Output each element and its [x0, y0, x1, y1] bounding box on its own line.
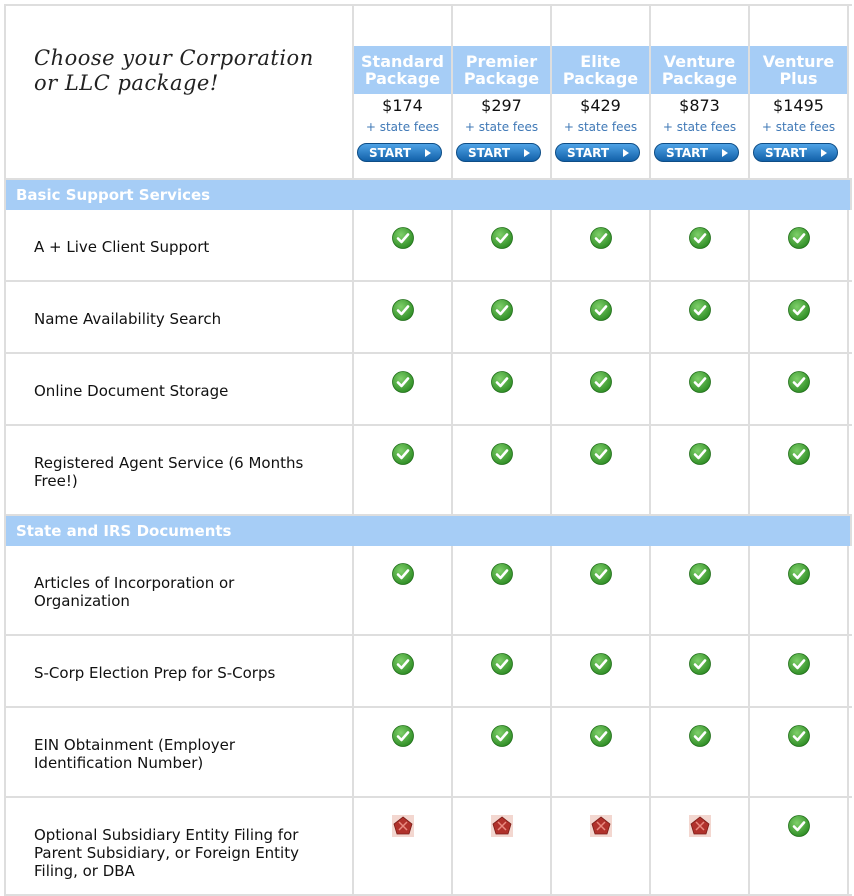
- play-arrow-icon: [425, 149, 431, 157]
- check-icon: [392, 227, 414, 249]
- plan-price: $174: [382, 96, 423, 115]
- feature-label: Name Availability Search: [34, 310, 222, 328]
- feature-availability-cell: [453, 546, 552, 634]
- plan-column-elite: [552, 6, 651, 178]
- feature-availability-cell: [651, 708, 750, 796]
- tagline-line-2: or LLC package!: [34, 71, 219, 95]
- feature-label-cell: [4, 426, 354, 514]
- plan-column-venture-plus: [750, 6, 849, 178]
- check-icon: [590, 725, 612, 747]
- feature-availability-cell: [453, 354, 552, 424]
- tagline-cell: [4, 6, 354, 178]
- cross-icon: [491, 815, 513, 837]
- feature-label: Articles of Incorporation or Organization: [34, 574, 235, 610]
- feature-availability-cell: [453, 798, 552, 894]
- check-icon: [689, 299, 711, 321]
- table-header-row: [4, 4, 852, 180]
- feature-availability-cell: [750, 426, 849, 514]
- feature-availability-cell: [750, 282, 849, 352]
- plan-name: Premier Package: [453, 46, 550, 94]
- state-fees-note: + state fees: [662, 120, 737, 134]
- table-row: [4, 426, 852, 516]
- check-icon: [491, 563, 513, 585]
- check-icon: [590, 443, 612, 465]
- plan-column-venture-package: [651, 6, 750, 178]
- state-fees-note: + state fees: [464, 120, 539, 134]
- check-icon: [590, 653, 612, 675]
- feature-label: S-Corp Election Prep for S-Corps: [34, 664, 276, 682]
- plan-column-standard: [354, 6, 453, 178]
- feature-availability-cell: [651, 636, 750, 706]
- feature-availability-cell: [354, 546, 453, 634]
- state-fees-note: + state fees: [563, 120, 638, 134]
- feature-availability-cell: [552, 426, 651, 514]
- feature-availability-cell: [354, 210, 453, 280]
- feature-rows: [4, 180, 852, 896]
- check-icon: [788, 815, 810, 837]
- feature-availability-cell: [552, 210, 651, 280]
- cross-icon: [689, 815, 711, 837]
- feature-availability-cell: [354, 708, 453, 796]
- check-icon: [392, 299, 414, 321]
- section-header: Basic Support Services: [4, 180, 852, 210]
- feature-label: Registered Agent Service (6 Months Free!): [34, 454, 304, 490]
- feature-availability-cell: [750, 354, 849, 424]
- feature-label: Online Document Storage: [34, 382, 229, 400]
- check-icon: [491, 443, 513, 465]
- play-arrow-icon: [722, 149, 728, 157]
- start-button-elite[interactable]: START: [555, 143, 640, 162]
- feature-availability-cell: [453, 708, 552, 796]
- feature-label: EIN Obtainment (Employer Identification Number): [34, 736, 236, 772]
- check-icon: [788, 563, 810, 585]
- check-icon: [392, 371, 414, 393]
- feature-label-cell: [4, 798, 354, 894]
- check-icon: [689, 443, 711, 465]
- check-icon: [491, 299, 513, 321]
- feature-availability-cell: [453, 282, 552, 352]
- feature-availability-cell: [750, 546, 849, 634]
- table-row: [4, 708, 852, 798]
- feature-availability-cell: [354, 282, 453, 352]
- check-icon: [590, 563, 612, 585]
- plan-column-premier: [453, 6, 552, 178]
- plan-price: $297: [481, 96, 522, 115]
- feature-availability-cell: [651, 546, 750, 634]
- feature-availability-cell: [354, 798, 453, 894]
- check-icon: [788, 227, 810, 249]
- plan-price: $873: [679, 96, 720, 115]
- feature-label-cell: [4, 636, 354, 706]
- feature-availability-cell: [453, 210, 552, 280]
- feature-availability-cell: [453, 426, 552, 514]
- start-button-premier[interactable]: START: [456, 143, 541, 162]
- feature-availability-cell: [453, 636, 552, 706]
- feature-label-cell: [4, 210, 354, 280]
- tagline-line-1: Choose your Corporation: [34, 46, 314, 70]
- tagline: [34, 46, 314, 96]
- check-icon: [392, 443, 414, 465]
- check-icon: [788, 371, 810, 393]
- table-row: [4, 282, 852, 354]
- start-button-venture-plus[interactable]: START: [753, 143, 838, 162]
- table-row: [4, 354, 852, 426]
- state-fees-note: + state fees: [761, 120, 836, 134]
- check-icon: [392, 725, 414, 747]
- package-comparison-table: [4, 4, 852, 896]
- check-icon: [788, 653, 810, 675]
- start-button-standard[interactable]: START: [357, 143, 442, 162]
- play-arrow-icon: [524, 149, 530, 157]
- feature-availability-cell: [552, 708, 651, 796]
- feature-availability-cell: [552, 798, 651, 894]
- feature-availability-cell: [750, 210, 849, 280]
- plan-name: Venture Package: [651, 46, 748, 94]
- feature-availability-cell: [354, 354, 453, 424]
- check-icon: [689, 227, 711, 249]
- check-icon: [788, 725, 810, 747]
- check-icon: [689, 653, 711, 675]
- feature-label-cell: [4, 354, 354, 424]
- feature-availability-cell: [750, 636, 849, 706]
- check-icon: [689, 725, 711, 747]
- check-icon: [689, 371, 711, 393]
- feature-availability-cell: [651, 354, 750, 424]
- feature-label: Optional Subsidiary Entity Filing for Parent Subsidiary, or Foreign Entity Filing, or DBA: [34, 826, 299, 880]
- plan-name: Venture Plus: [750, 46, 847, 94]
- plan-price: $429: [580, 96, 621, 115]
- check-icon: [788, 299, 810, 321]
- feature-availability-cell: [750, 708, 849, 796]
- plan-name: Elite Package: [552, 46, 649, 94]
- feature-label-cell: [4, 708, 354, 796]
- check-icon: [392, 653, 414, 675]
- table-row: [4, 798, 852, 896]
- feature-availability-cell: [552, 546, 651, 634]
- feature-availability-cell: [651, 210, 750, 280]
- table-row: [4, 636, 852, 708]
- play-arrow-icon: [821, 149, 827, 157]
- check-icon: [491, 371, 513, 393]
- check-icon: [788, 443, 810, 465]
- table-row: [4, 546, 852, 636]
- feature-availability-cell: [750, 798, 849, 894]
- plan-price: $1495: [773, 96, 824, 115]
- check-icon: [689, 563, 711, 585]
- feature-availability-cell: [354, 426, 453, 514]
- start-button-venture-package[interactable]: START: [654, 143, 739, 162]
- feature-label-cell: [4, 546, 354, 634]
- feature-availability-cell: [651, 282, 750, 352]
- check-icon: [491, 653, 513, 675]
- check-icon: [590, 227, 612, 249]
- check-icon: [590, 299, 612, 321]
- feature-label-cell: [4, 282, 354, 352]
- play-arrow-icon: [623, 149, 629, 157]
- check-icon: [491, 227, 513, 249]
- section-header: State and IRS Documents: [4, 516, 852, 546]
- state-fees-note: + state fees: [365, 120, 440, 134]
- feature-availability-cell: [552, 354, 651, 424]
- plan-name: Standard Package: [354, 46, 451, 94]
- check-icon: [392, 563, 414, 585]
- check-icon: [590, 371, 612, 393]
- table-row: [4, 210, 852, 282]
- feature-availability-cell: [552, 282, 651, 352]
- cross-icon: [590, 815, 612, 837]
- feature-availability-cell: [552, 636, 651, 706]
- feature-availability-cell: [651, 798, 750, 894]
- check-icon: [491, 725, 513, 747]
- feature-availability-cell: [651, 426, 750, 514]
- feature-label: A + Live Client Support: [34, 238, 210, 256]
- cross-icon: [392, 815, 414, 837]
- feature-availability-cell: [354, 636, 453, 706]
